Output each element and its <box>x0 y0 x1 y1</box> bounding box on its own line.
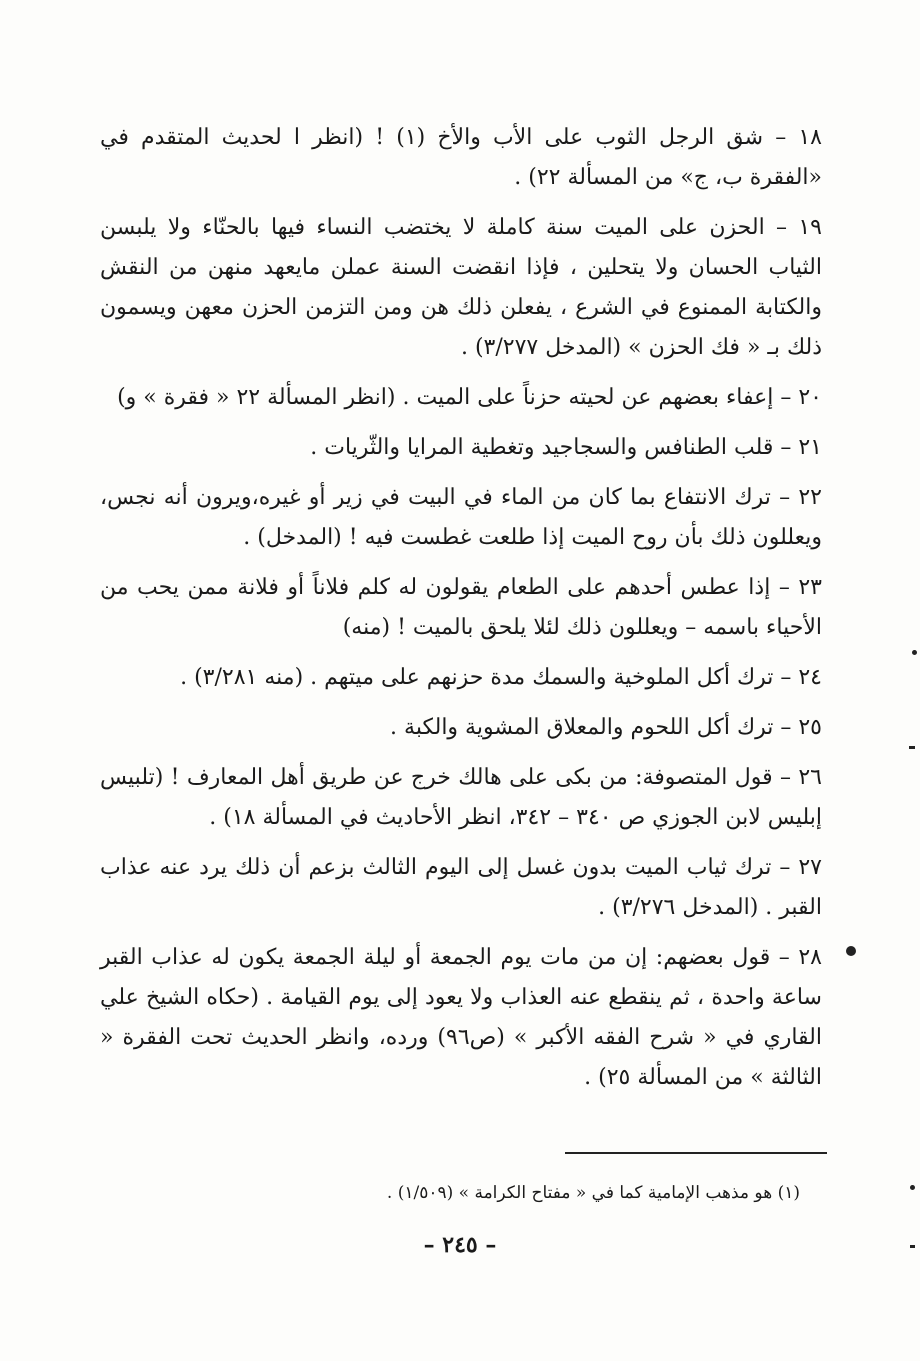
margin-speck <box>910 1185 915 1190</box>
margin-speck <box>909 746 915 749</box>
paragraph-23: ٢٣ – إذا عطس أحدهم على الطعام يقولون له كلم فلاناً أو فلانة ممن يحب من الأحياء باسمه – ويعللون ذلك لئلا يلحق بالميت ! (منه) <box>100 575 822 640</box>
footnote: (١) هو مذهب الإمامية كما في « مفتاح الكرامة » (١/٥٠٩) . <box>386 1183 800 1203</box>
paragraph-26: ٢٦ – قول المتصوفة: من بكى على هالك خرج عن طريق أهل المعارف ! (تلبيس إبليس لابن الجوزي ص ٣٤٠ – ٣٤٢، انظر الأحاديث في المسألة ١٨) . <box>100 765 822 830</box>
paragraph-18: ١٨ – شق الرجل الثوب على الأب والأخ (١) ! (انظر ا لحديث المتقدم في «الفقرة ب، ج» من المسألة ٢٢) . <box>100 125 822 190</box>
paragraph-27: ٢٧ – ترك ثياب الميت بدون غسل إلى اليوم الثالث بزعم أن ذلك يرد عنه عذاب القبر . (المدخل ٣/٢٧٦) . <box>100 855 822 920</box>
paragraph-21: ٢١ – قلب الطنافس والسجاجيد وتغطية المرايا والثّريات . <box>310 435 822 460</box>
paragraph-28: ٢٨ – قول بعضهم: إن من مات يوم الجمعة أو ليلة الجمعة يكون له عذاب القبر ساعة واحدة ، ثم ينقطع عنه العذاب ولا يعود إلى يوم القيامة . (حكاه الشيخ علي القاري في « شرح الفقه الأكبر » (ص٩٦) ورده، وانظر الحديث تحت الفقرة « الثالثة » من المسألة ٢٥) . <box>100 945 822 1090</box>
paragraph-24: ٢٤ – ترك أكل الملوخية والسمك مدة حزنهم على ميتهم . (منه ٣/٢٨١) . <box>180 665 822 690</box>
paragraph-25: ٢٥ – ترك أكل اللحوم والمعلاق المشوية والكبة . <box>390 715 822 740</box>
paragraph-20: ٢٠ – إعفاء بعضهم عن لحيته حزناً على الميت . (انظر المسألة ٢٢ « فقرة » و) <box>117 385 822 410</box>
paragraph-22: ٢٢ – ترك الانتفاع بما كان من الماء في البيت في زير أو غيره،ويرون أنه نجس، ويعللون ذلك بأن روح الميت إذا طلعت غطست فيه ! (المدخل) . <box>100 485 822 550</box>
margin-speck <box>910 1245 915 1248</box>
footnote-divider <box>565 1152 827 1154</box>
margin-speck <box>912 650 917 655</box>
margin-speck <box>846 946 856 956</box>
paragraph-19: ١٩ – الحزن على الميت سنة كاملة لا يختضب النساء فيها بالحنّاء ولا يلبسن الثياب الحسان ولا يتحلين ، فإذا انقضت السنة عملن مايعهد منهن من النقش والكتابة الممنوع في الشرع ، يفعلن ذلك هن ومن التزمن الحزن معهن ويسمون ذلك بـ « فك الحزن » (المدخل ٣/٢٧٧) . <box>100 215 822 360</box>
page-number: – ٢٤٥ – <box>423 1232 497 1258</box>
main-text-block <box>100 118 822 1108</box>
